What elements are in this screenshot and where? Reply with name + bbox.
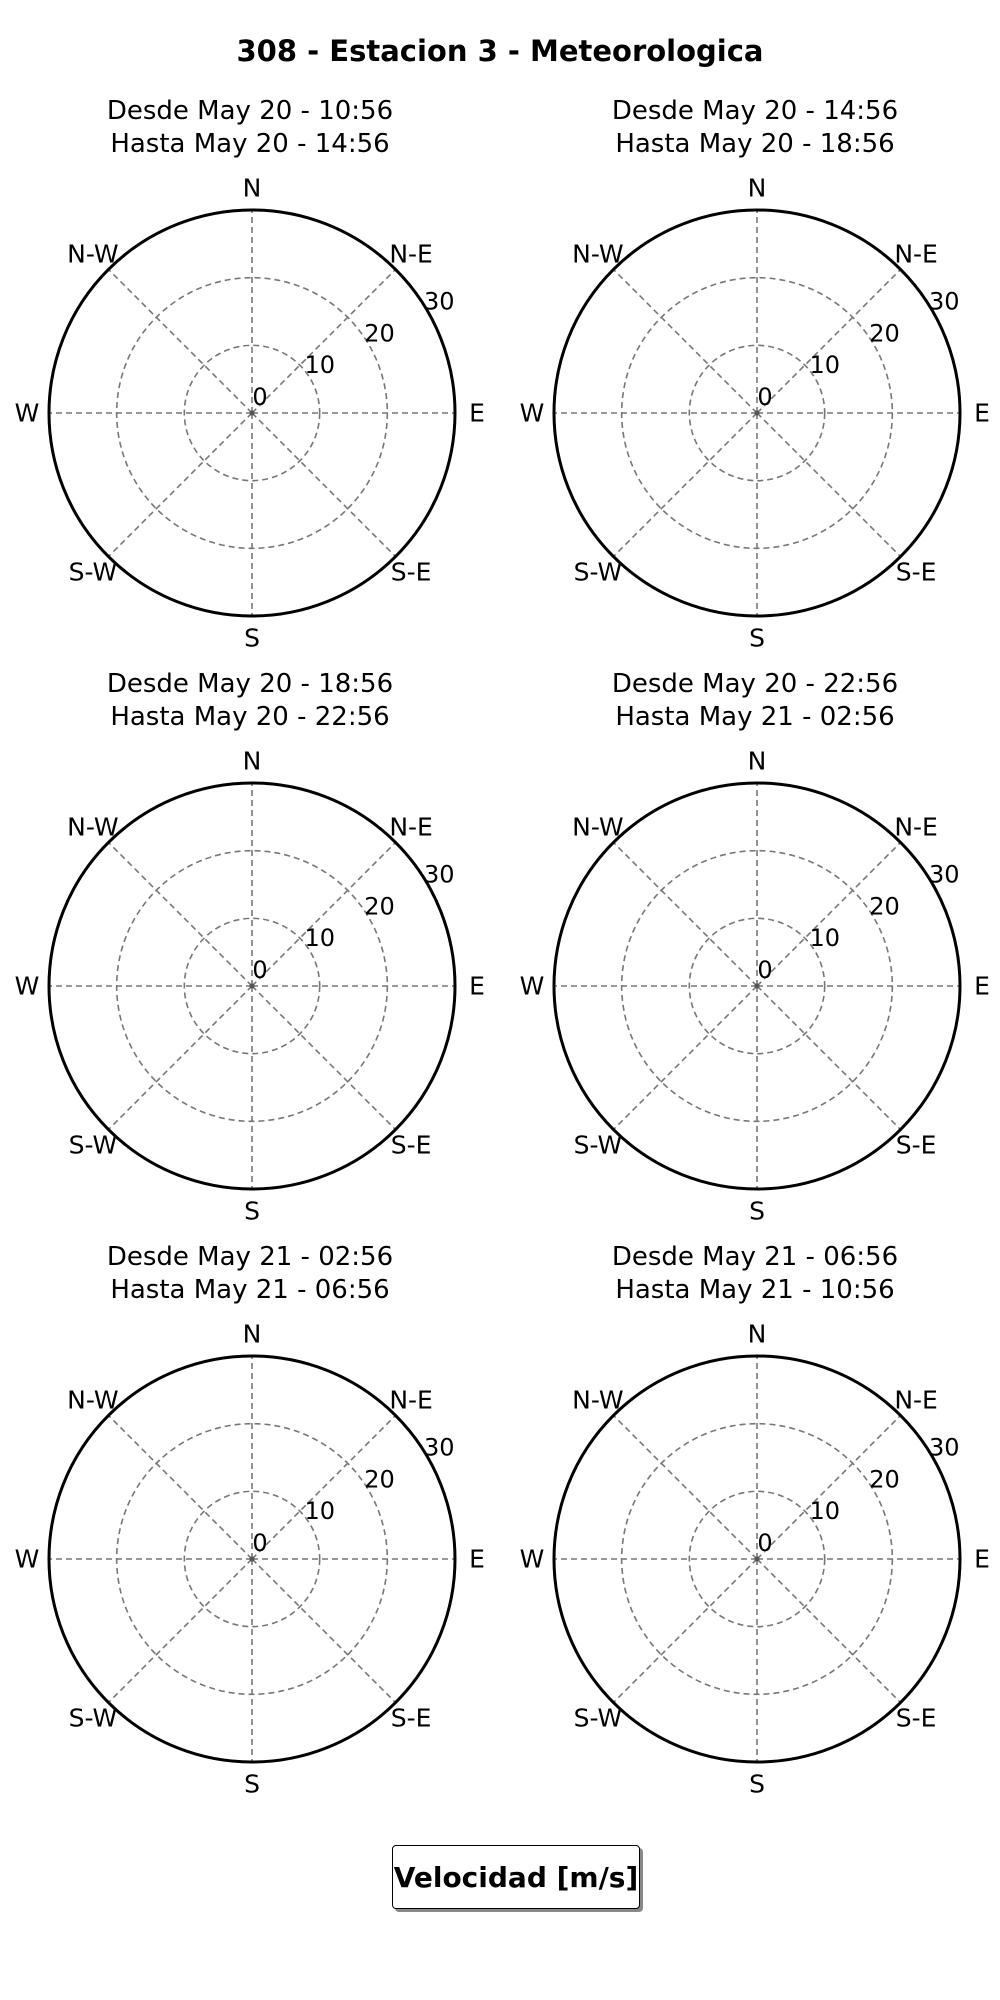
- direction-label: N-W: [67, 1385, 119, 1415]
- direction-label: N-E: [389, 1385, 433, 1415]
- radial-tick-label: 20: [869, 1465, 900, 1494]
- center-marker: [755, 984, 760, 989]
- panel-title-hasta: Hasta May 21 - 06:56: [110, 1275, 390, 1305]
- radial-tick-label: 20: [364, 319, 395, 348]
- radial-tick-label: 30: [928, 860, 960, 889]
- direction-label: N-E: [894, 812, 938, 842]
- radial-tick-label: 20: [869, 892, 900, 921]
- angular-grid-line: [613, 1559, 757, 1703]
- direction-label: E: [469, 1544, 485, 1574]
- direction-label: E: [974, 1544, 990, 1574]
- direction-label: N: [242, 746, 262, 776]
- center-marker: [755, 411, 760, 416]
- polar-panel: [505, 668, 1000, 1248]
- direction-label: N-W: [572, 812, 624, 842]
- direction-label: W: [14, 1544, 40, 1574]
- radial-tick-label: 10: [809, 1497, 841, 1526]
- panel-title-hasta: Hasta May 20 - 18:56: [615, 129, 895, 159]
- legend-label: Velocidad [m/s]: [393, 1860, 639, 1894]
- direction-label: S-E: [895, 557, 937, 587]
- direction-label: S: [749, 1196, 765, 1226]
- angular-grid-line: [252, 986, 396, 1130]
- radial-tick-label: 10: [809, 924, 841, 953]
- center-marker: [250, 984, 255, 989]
- direction-label: S-W: [68, 1130, 118, 1160]
- direction-label: N-W: [572, 239, 624, 269]
- direction-label: N-E: [389, 239, 433, 269]
- panel-title-hasta: Hasta May 20 - 14:56: [110, 129, 390, 159]
- direction-label: E: [974, 398, 990, 428]
- center-marker: [250, 1557, 255, 1562]
- angular-grid-line: [613, 269, 757, 413]
- direction-label: N: [747, 173, 767, 203]
- direction-label: S: [749, 623, 765, 653]
- radial-tick-label: 0: [252, 383, 268, 411]
- panel-title-desde: Desde May 20 - 14:56: [611, 96, 899, 126]
- direction-label: N: [242, 173, 262, 203]
- direction-label: S-W: [573, 1130, 623, 1160]
- direction-label: N: [242, 1319, 262, 1349]
- radial-tick-label: 20: [364, 1465, 395, 1494]
- direction-label: N-W: [67, 239, 119, 269]
- figure-title: 308 - Estacion 3 - Meteorologica: [236, 34, 764, 68]
- direction-label: S-W: [573, 557, 623, 587]
- radial-tick-label: 10: [304, 1497, 336, 1526]
- direction-label: S: [244, 1196, 260, 1226]
- direction-label: N-W: [572, 1385, 624, 1415]
- angular-grid-line: [108, 1415, 252, 1559]
- panel-title-hasta: Hasta May 21 - 02:56: [615, 702, 895, 732]
- polar-panel: [0, 1241, 500, 1821]
- direction-label: E: [469, 398, 485, 428]
- center-marker: [250, 411, 255, 416]
- radial-tick-label: 30: [928, 1433, 960, 1462]
- angular-grid-line: [757, 1559, 901, 1703]
- direction-label: N-E: [894, 239, 938, 269]
- direction-label: N-W: [67, 812, 119, 842]
- polar-plot: [505, 668, 1000, 1248]
- panel-title-desde: Desde May 21 - 06:56: [611, 1242, 899, 1272]
- polar-plot: [0, 668, 500, 1248]
- angular-grid-line: [108, 1559, 252, 1703]
- radial-tick-label: 0: [757, 383, 773, 411]
- legend: [392, 1845, 640, 1909]
- angular-grid-line: [108, 986, 252, 1130]
- direction-label: W: [14, 398, 40, 428]
- radial-tick-label: 10: [304, 924, 336, 953]
- polar-plot: [505, 95, 1000, 675]
- panel-title-desde: Desde May 20 - 10:56: [106, 96, 394, 126]
- direction-label: S-E: [895, 1130, 937, 1160]
- direction-label: W: [519, 398, 545, 428]
- direction-label: S: [244, 1769, 260, 1799]
- direction-label: E: [469, 971, 485, 1001]
- angular-grid-line: [252, 1559, 396, 1703]
- direction-label: S-W: [68, 1703, 118, 1733]
- angular-grid-line: [613, 842, 757, 986]
- radial-tick-label: 30: [423, 860, 455, 889]
- radial-tick-label: 10: [304, 351, 336, 380]
- direction-label: S: [244, 623, 260, 653]
- polar-panel: [505, 1241, 1000, 1821]
- polar-panel: [0, 95, 500, 675]
- direction-label: W: [519, 971, 545, 1001]
- panel-title-hasta: Hasta May 20 - 22:56: [110, 702, 390, 732]
- angular-grid-line: [613, 986, 757, 1130]
- panel-title-desde: Desde May 20 - 22:56: [611, 669, 899, 699]
- radial-tick-label: 30: [423, 287, 455, 316]
- direction-label: N-E: [894, 1385, 938, 1415]
- direction-label: N: [747, 746, 767, 776]
- radial-tick-label: 0: [757, 1529, 773, 1557]
- angular-grid-line: [757, 986, 901, 1130]
- polar-plot: [0, 95, 500, 675]
- angular-grid-line: [613, 413, 757, 557]
- angular-grid-line: [252, 413, 396, 557]
- polar-panel: [505, 95, 1000, 675]
- direction-label: S-W: [68, 557, 118, 587]
- center-marker: [755, 1557, 760, 1562]
- direction-label: S-E: [390, 1130, 432, 1160]
- direction-label: N: [747, 1319, 767, 1349]
- angular-grid-line: [613, 1415, 757, 1559]
- radial-tick-label: 0: [252, 1529, 268, 1557]
- radial-tick-label: 10: [809, 351, 841, 380]
- angular-grid-line: [757, 413, 901, 557]
- polar-panel: [0, 668, 500, 1248]
- direction-label: W: [14, 971, 40, 1001]
- direction-label: W: [519, 1544, 545, 1574]
- angular-grid-line: [108, 413, 252, 557]
- radial-tick-label: 0: [757, 956, 773, 984]
- angular-grid-line: [108, 269, 252, 413]
- direction-label: S-W: [573, 1703, 623, 1733]
- direction-label: S-E: [390, 557, 432, 587]
- panel-title-desde: Desde May 20 - 18:56: [106, 669, 394, 699]
- radial-tick-label: 30: [928, 287, 960, 316]
- radial-tick-label: 30: [423, 1433, 455, 1462]
- panel-title-desde: Desde May 21 - 02:56: [106, 1242, 394, 1272]
- direction-label: S: [749, 1769, 765, 1799]
- radial-tick-label: 0: [252, 956, 268, 984]
- panel-title-hasta: Hasta May 21 - 10:56: [615, 1275, 895, 1305]
- angular-grid-line: [108, 842, 252, 986]
- direction-label: N-E: [389, 812, 433, 842]
- polar-plot: [0, 1241, 500, 1821]
- direction-label: S-E: [390, 1703, 432, 1733]
- radial-tick-label: 20: [364, 892, 395, 921]
- radial-tick-label: 20: [869, 319, 900, 348]
- polar-plot: [505, 1241, 1000, 1821]
- direction-label: E: [974, 971, 990, 1001]
- direction-label: S-E: [895, 1703, 937, 1733]
